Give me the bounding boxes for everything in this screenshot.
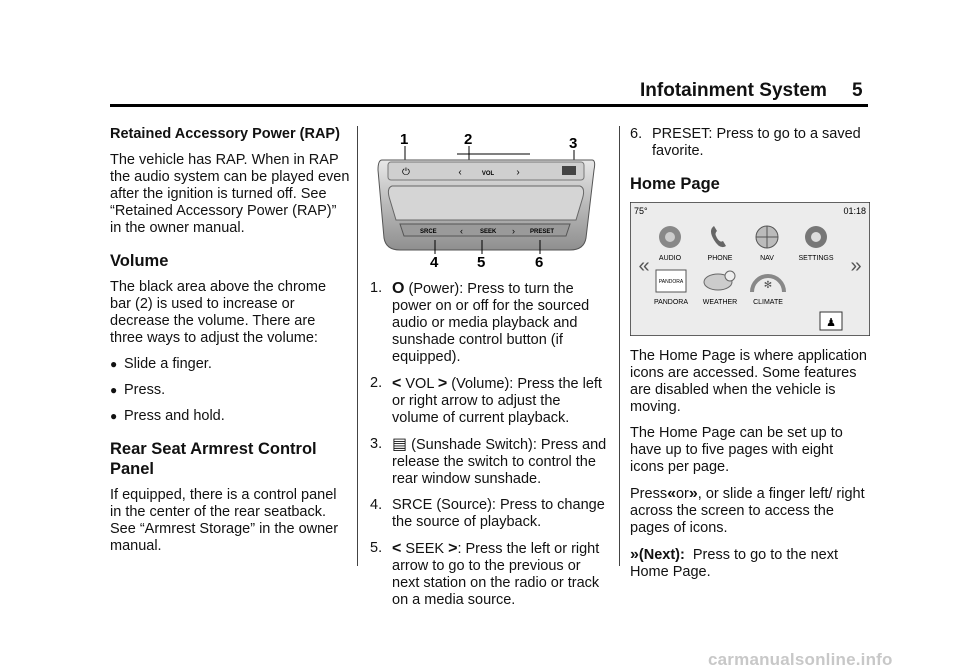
callout-1: 1	[400, 131, 409, 148]
list-item: 1. O (Power): Press to turn the power on or off for the sourced audio or media playback and sunshade control button (if equipped).	[370, 280, 590, 365]
svg-text:PANDORA: PANDORA	[658, 279, 684, 285]
double-chevron-right-icon: »	[688, 485, 698, 502]
temperature: 75°	[634, 206, 648, 216]
home-text-1: The Home Page is where application icons are accessed. Some features are disabled when the vehicle is moving.	[630, 348, 867, 415]
vol-label: VOL	[481, 171, 495, 177]
chevron-right-icon: >	[437, 375, 448, 392]
chevron-left-icon: ‹	[458, 167, 462, 178]
callout-3: 3	[569, 135, 578, 152]
clock-time: 01:18	[843, 206, 866, 216]
page-number: 5	[852, 80, 863, 101]
callout-6: 6	[535, 254, 544, 270]
bullet-icon: ●	[110, 409, 118, 423]
list-item: ● Press and hold.	[110, 408, 225, 424]
page-header-title: Infotainment System	[640, 80, 827, 101]
armrest-heading: Rear Seat Armrest Control Panel	[110, 440, 317, 478]
sunshade-icon	[562, 166, 576, 175]
chevron-right-icon: ›	[516, 167, 520, 178]
icon-label-climate: CLIMATE	[753, 299, 783, 306]
chevron-left-icon: «	[638, 255, 650, 277]
power-icon: O	[392, 280, 405, 297]
armrest-text: If equipped, there is a control panel in the center of the rear seatback. See “Armrest Storage” in the owner manual.	[110, 487, 339, 554]
srce-label: SRCE	[420, 229, 437, 235]
list-item: 2. < VOL > (Volume): Press the left or right arrow to adjust the volume of current playback.	[370, 375, 602, 426]
gear-icon	[805, 226, 827, 248]
callout-2: 2	[464, 131, 473, 148]
watermark: carmanualsonline.info	[708, 650, 893, 669]
power-icon: ⏻	[402, 167, 410, 178]
rap-text: The vehicle has RAP. When in RAP the audio system can be played even after the ignition is turned off. See “Retained Accessory Power (RAP)” in the owner manual.	[110, 152, 350, 236]
callout-4: 4	[430, 254, 439, 270]
list-item: 5. < SEEK >: Press the left or right arrow to go to the previous or next station on the radio or track on a media source.	[370, 540, 600, 608]
list-item: 3. ▤ (Sunshade Switch): Press and release the switch to control the rear window sunshade.	[370, 436, 607, 487]
home-text-2: The Home Page can be set up to have up to five pages with eight icons per page.	[630, 425, 843, 475]
double-chevron-right-icon: »	[630, 546, 639, 563]
person-icon	[820, 312, 842, 330]
svg-text:✻: ✻	[763, 280, 773, 291]
list-item: 4. SRCE (Source): Press to change the source of playback.	[370, 497, 605, 530]
chevron-left-icon: <	[392, 375, 402, 392]
callout-5: 5	[477, 254, 486, 270]
icon-label-settings: SETTINGS	[798, 255, 834, 262]
column-3	[630, 126, 870, 590]
press-instructions: Press«or», or slide a finger left/ right across the screen to access the pages of icons.	[630, 485, 865, 536]
rap-heading: Retained Accessory Power (RAP)	[110, 126, 340, 142]
double-chevron-left-icon: «	[667, 485, 676, 502]
column-divider	[619, 126, 620, 566]
header-rule	[110, 104, 868, 107]
column-2	[370, 126, 610, 618]
icon-label-nav: NAV	[760, 255, 774, 262]
chevron-right-icon: »	[850, 255, 862, 277]
list-item: ● Slide a finger.	[110, 356, 212, 372]
volume-text: The black area above the chrome bar (2) is used to increase or decrease the volume. There are three ways to adjust the volume:	[110, 279, 327, 346]
chevron-left-icon: ‹	[460, 226, 463, 236]
seek-label: SEEK	[480, 229, 497, 235]
rear-control-panel-figure	[370, 130, 600, 270]
chevron-right-icon: ›	[512, 226, 515, 236]
bullet-icon: ●	[110, 383, 118, 397]
volume-heading: Volume	[110, 252, 169, 270]
pandora-icon	[656, 270, 686, 292]
home-page-heading: Home Page	[630, 175, 720, 193]
sunshade-icon: ▤	[392, 436, 408, 453]
audio-icon	[659, 226, 681, 248]
icon-label-audio: AUDIO	[658, 255, 682, 262]
nav-icon	[756, 226, 778, 248]
bullet-icon: ●	[110, 357, 118, 371]
next-instructions: »(Next): Press to go to the next Home Page.	[630, 546, 838, 580]
list-item: 6. PRESET: Press to go to a saved favorite.	[630, 126, 861, 159]
column-divider	[357, 126, 358, 566]
preset-label: PRESET	[530, 229, 555, 235]
home-screen-figure	[630, 202, 870, 336]
chevron-right-icon: >	[448, 540, 458, 557]
icon-label-pandora: PANDORA	[653, 299, 689, 306]
column-1	[110, 126, 350, 564]
svg-text:♟: ♟	[826, 317, 836, 329]
chevron-left-icon: <	[392, 540, 402, 557]
icon-label-weather: WEATHER	[702, 299, 738, 306]
list-item: ● Press.	[110, 382, 166, 398]
icon-label-phone: PHONE	[707, 255, 733, 262]
